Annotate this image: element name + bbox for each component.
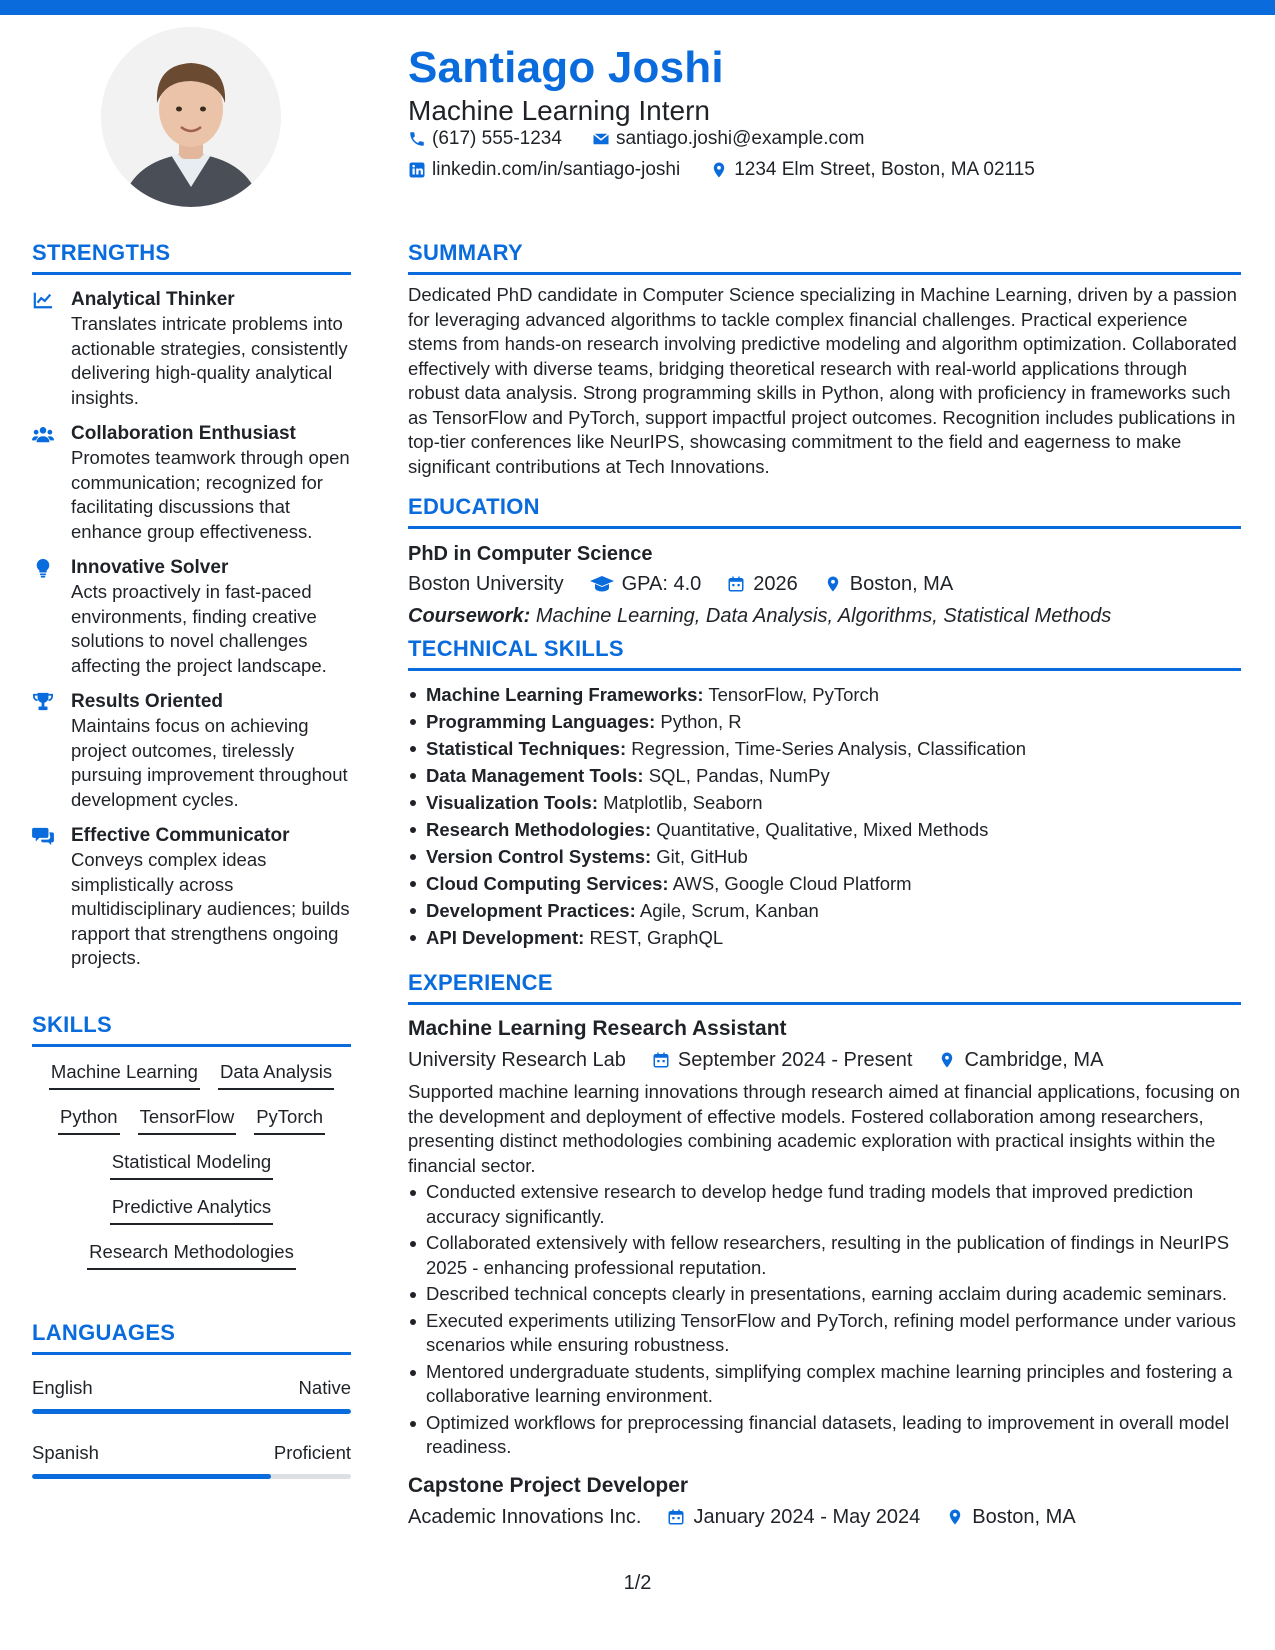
strength-title: Analytical Thinker (71, 289, 235, 310)
strength-desc: Translates intricate problems into actionable strategies, consistently delivering high-quality analytical insights. (71, 313, 348, 408)
job-meta (408, 1503, 1241, 1531)
strength-item (32, 288, 351, 410)
strength-item (32, 690, 351, 812)
technical-skills-list (408, 681, 1241, 951)
language-name: Spanish (32, 1442, 99, 1463)
strengths-heading: STRENGTHS (32, 240, 351, 275)
map-pin-icon (938, 1051, 956, 1069)
calendar-icon (652, 1051, 670, 1069)
list-item: Collaborated extensively with fellow researchers, resulting in the publication of findings in NeurIPS 2025 - enhancing professional reputation. (408, 1231, 1241, 1280)
list-item: API Development: REST, GraphQL (408, 924, 1241, 951)
list-item: Data Management Tools: SQL, Pandas, NumPy (408, 762, 1241, 789)
education-meta (408, 570, 1241, 598)
envelope-icon (592, 130, 610, 148)
skill-chip: Python (58, 1106, 120, 1135)
top-accent-bar (0, 0, 1275, 15)
technical-skills-heading: TECHNICAL SKILLS (408, 636, 1241, 671)
skill-chip: Research Methodologies (87, 1241, 296, 1270)
list-item: Programming Languages: Python, R (408, 708, 1241, 735)
strength-title: Innovative Solver (71, 557, 229, 578)
graduation-year: 2026 (753, 573, 798, 595)
job-title: Capstone Project Developer (408, 1473, 689, 1497)
email-link[interactable]: santiago.joshi@example.com (615, 128, 865, 149)
skill-chip: Data Analysis (218, 1061, 334, 1090)
language-level-bar (32, 1474, 351, 1479)
job-location: Cambridge, MA (964, 1049, 1104, 1071)
languages-section (32, 1320, 351, 1479)
map-pin-icon (946, 1508, 964, 1526)
skill-chip: Machine Learning (49, 1061, 200, 1090)
list-item: Described technical concepts clearly in presentations, earning acclaim during academic seminars. (408, 1282, 1241, 1307)
candidate-role: Machine Learning Intern (408, 95, 710, 126)
language-level-fill (32, 1474, 271, 1479)
list-item: Development Practices: Agile, Scrum, Kanban (408, 897, 1241, 924)
experience-heading: EXPERIENCE (408, 970, 1241, 1005)
trophy-icon (32, 692, 54, 712)
language-level: Native (298, 1377, 351, 1398)
skills-list (32, 1061, 351, 1270)
education-section (408, 494, 1241, 630)
page-number: 1/2 (623, 1572, 652, 1594)
skill-chip: TensorFlow (138, 1106, 237, 1135)
strength-desc: Maintains focus on achieving project outcomes, tirelessly pursuing improvement throughout development cycles. (71, 715, 348, 810)
list-item: Version Control Systems: Git, GitHub (408, 843, 1241, 870)
strength-title: Collaboration Enthusiast (71, 423, 296, 444)
language-item (32, 1377, 351, 1414)
skill-chip: Predictive Analytics (110, 1196, 273, 1225)
list-item: Statistical Techniques: Regression, Time-Series Analysis, Classification (408, 735, 1241, 762)
gpa-text: GPA: 4.0 (621, 573, 702, 595)
job-meta (408, 1046, 1241, 1074)
strength-item (32, 556, 351, 678)
phone-number[interactable]: (617) 555-1234 (432, 128, 562, 149)
calendar-icon (727, 575, 745, 593)
contact-line-1 (408, 128, 864, 150)
graduation-cap-icon (590, 574, 614, 594)
profile-photo (101, 27, 281, 207)
education-heading: EDUCATION (408, 494, 1241, 529)
list-item: Optimized workflows for preprocessing financial datasets, leading to improvement in overall model readiness. (408, 1411, 1241, 1460)
strength-desc: Promotes teamwork through open communication; recognized for facilitating discussions that enhance group effectiveness. (71, 447, 350, 542)
strength-title: Effective Communicator (71, 825, 290, 846)
job-description: Supported machine learning innovations through research aimed at financial applications, focusing on the development and deployment of effective models. Fostered collaboration among researchers, presenting distinct methodologies combining academic exploration with practical insights within the financial sector. (408, 1081, 1240, 1176)
strengths-section (32, 240, 351, 971)
strength-item (32, 824, 351, 971)
education-location: Boston, MA (849, 573, 954, 595)
users-icon (32, 424, 54, 444)
coursework-line (408, 602, 1241, 630)
languages-heading: LANGUAGES (32, 1320, 351, 1355)
job-dates: September 2024 - Present (677, 1049, 913, 1071)
job-title: Machine Learning Research Assistant (408, 1017, 787, 1040)
list-item: Research Methodologies: Quantitative, Qualitative, Mixed Methods (408, 816, 1241, 843)
list-item: Cloud Computing Services: AWS, Google Cloud Platform (408, 870, 1241, 897)
degree-title: PhD in Computer Science (408, 543, 653, 565)
language-level-bar (32, 1409, 351, 1414)
list-item: Mentored undergraduate students, simplifying complex machine learning principles and fostering a collaborative learning environment. (408, 1360, 1241, 1409)
job-organization: University Research Lab (408, 1049, 626, 1071)
strength-desc: Acts proactively in fast-paced environments, finding creative solutions to novel challenges affecting the project landscape. (71, 581, 327, 676)
list-item: Visualization Tools: Matplotlib, Seaborn (408, 789, 1241, 816)
summary-heading: SUMMARY (408, 240, 1241, 275)
job-dates: January 2024 - May 2024 (693, 1505, 921, 1528)
list-item: Executed experiments utilizing TensorFlow and PyTorch, refining model performance under various scenarios while ensuring robustness. (408, 1309, 1241, 1358)
comments-icon (32, 826, 54, 846)
lightbulb-icon (32, 558, 54, 578)
experience-section (408, 970, 1241, 1531)
address-text: 1234 Elm Street, Boston, MA 02115 (734, 159, 1035, 180)
skill-chip: PyTorch (254, 1106, 325, 1135)
linkedin-icon (408, 161, 426, 179)
map-pin-icon (710, 161, 728, 179)
summary-text: Dedicated PhD candidate in Computer Science specializing in Machine Learning, driven by a passion for leveraging advanced algorithms to tackle complex financial challenges. Practical experience stems from hands-on research involving predictive modeling and algorithm optimization. Collaborated effectively with diverse teams, bridging theoretical research with real-world applications through robust data analysis. Strong programming skills in Python, along with proficiency in frameworks such as TensorFlow and PyTorch, support impactful project outcomes. Recognition includes publications in top-tier conferences like NeurIPS, showcasing commitment to the field and eagerness to make significant contributions at Tech Innovations. (408, 284, 1237, 477)
language-level: Proficient (273, 1442, 351, 1463)
strength-item (32, 422, 351, 544)
linkedin-link[interactable]: linkedin.com/in/santiago-joshi (432, 159, 681, 180)
job-bullets (408, 1180, 1241, 1460)
strength-desc: Conveys complex ideas simplistically across multidisciplinary audiences; builds rapport that strengthens ongoing projects. (71, 849, 350, 968)
summary-section (408, 240, 1241, 479)
skills-section (32, 1012, 351, 1286)
language-item (32, 1442, 351, 1479)
skills-heading: SKILLS (32, 1012, 351, 1047)
candidate-name: Santiago Joshi (408, 43, 724, 92)
language-level-fill (32, 1409, 351, 1414)
phone-icon (408, 130, 426, 148)
strength-title: Results Oriented (71, 691, 224, 712)
coursework-list: Machine Learning, Data Analysis, Algorithms, Statistical Methods (535, 605, 1112, 627)
technical-skills-section (408, 636, 1241, 951)
list-item: Machine Learning Frameworks: TensorFlow, PyTorch (408, 681, 1241, 708)
calendar-icon (667, 1508, 685, 1526)
map-pin-icon (824, 575, 842, 593)
job-organization: Academic Innovations Inc. (408, 1505, 642, 1528)
skill-chip: Statistical Modeling (110, 1151, 273, 1180)
chart-line-icon (32, 290, 54, 310)
job-location: Boston, MA (972, 1505, 1076, 1528)
contact-line-2 (408, 159, 1035, 181)
language-name: English (32, 1377, 93, 1398)
list-item: Conducted extensive research to develop hedge fund trading models that improved prediction accuracy significantly. (408, 1180, 1241, 1229)
coursework-label: Coursework: (408, 605, 531, 627)
school-name: Boston University (408, 573, 564, 595)
